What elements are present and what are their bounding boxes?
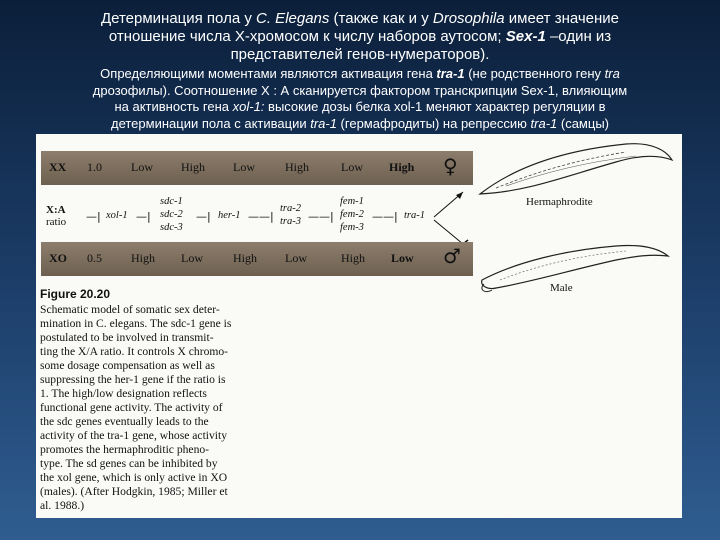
male-symbol: ♂ [443, 244, 461, 268]
inhibit-arrow: —| [86, 210, 101, 223]
figure-caption: Schematic model of somatic sex deter- mination in C. elegans. The sdc-1 gene is postulated to be involved in transmit- ting the X/A ratio. It controls X chromo- some dosage compensation as well as suppressing the her-1 gene if the ratio is 1. The high/low designation reflects functional gene activity. The activity of the sdc genes eventually leads to the activity of the tra-1 gene, whose activity promotes the hermaphroditic pheno- type. The sd genes can be inhibited by the xol gene, which is only active in XO (males). (After Hodgkin, 1985; Miller et al. 1988.) [40, 303, 232, 512]
gene-fem2: fem-2 [340, 209, 364, 220]
hermaphrodite-label: Hermaphrodite [526, 196, 593, 208]
figure-image [36, 134, 682, 518]
male-worm-drawing [476, 234, 676, 294]
xx-level: Low [341, 160, 363, 174]
xx-level: Low [233, 160, 255, 174]
male-label: Male [550, 282, 573, 294]
xx-label: XX [49, 160, 67, 174]
xo-level: Low [285, 251, 307, 265]
figure-caption-title: Figure 20.20 [40, 287, 111, 301]
inhibit-arrow: —| [196, 210, 211, 223]
inhibit-arrow: —| [136, 210, 151, 223]
gene-tra1: tra-1 [404, 210, 425, 221]
xo-level: Low [181, 251, 203, 265]
gene-sdc1: sdc-1 [160, 196, 183, 207]
xx-band [41, 151, 473, 185]
inhibit-arrow: ——| [308, 210, 334, 223]
female-symbol: ♀ [443, 154, 458, 178]
xo-level: High [233, 251, 257, 265]
inhibit-arrow: ——| [372, 210, 398, 223]
gene-fem3: fem-3 [340, 222, 364, 233]
gene-fem1: fem-1 [340, 196, 364, 207]
gene-sdc2: sdc-2 [160, 209, 183, 220]
ratio-label: X:A ratio [46, 204, 67, 228]
xo-level: High [131, 251, 155, 265]
xo-level: Low [391, 251, 414, 265]
xx-level: High [285, 160, 309, 174]
gene-sdc3: sdc-3 [160, 222, 183, 233]
gene-tra2: tra-2 [280, 203, 301, 214]
xx-level: High [181, 160, 205, 174]
slide-title: Детерминация пола у C. Elegans (также как и у Drosophila имеет значение отношение числа Х-хромосом к числу наборов аутосом; Sex-1 –один из представителей генов-нумераторов). [100, 10, 620, 63]
xo-band [41, 242, 473, 276]
gene-tra3: tra-3 [280, 216, 301, 227]
inhibit-arrow: ——| [248, 210, 274, 223]
xx-ratio: 1.0 [87, 160, 102, 174]
xx-level: High [389, 160, 415, 174]
xo-level: High [341, 251, 365, 265]
slide-body-text: Определяющими моментами являются активация гена tra-1 (не родственного гену tra дрозофилы). Соотношение Х : А сканируется фактором транскрипции Sex-1, влияющим на активность гена xol-1: высокие дозы белка xol-1 меняют характер регуляции в детерминации пола с активации tra-1 (гермафродиты) на репрессию tra-1 (самцы) [92, 66, 628, 131]
xo-ratio: 0.5 [87, 251, 102, 265]
gene-her1: her-1 [218, 210, 241, 221]
gene-xol1: xol-1 [106, 210, 128, 221]
xo-label: XO [49, 251, 67, 265]
xx-level: Low [131, 160, 153, 174]
